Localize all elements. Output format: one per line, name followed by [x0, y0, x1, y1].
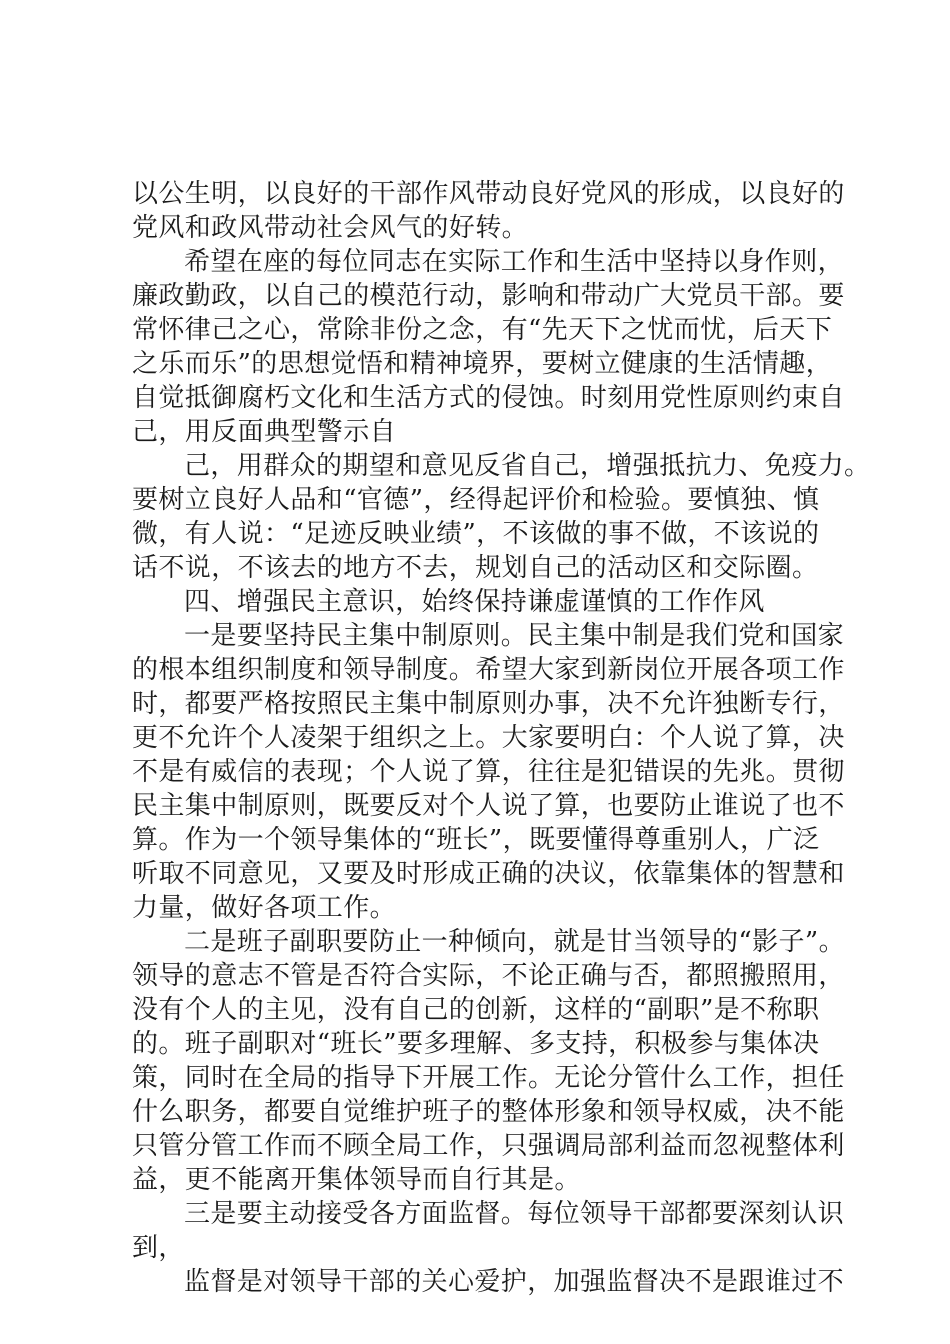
text-line: 什么职务，都要自觉维护班子的整体形象和领导权威，决不能	[132, 1097, 845, 1127]
text-line: 要树立良好人品和“官德”，经得起评价和检验。要慎独、慎	[132, 485, 820, 515]
text-line: 到，	[132, 1233, 185, 1263]
text-line: 廉政勤政，以自己的模范行动，影响和带动广大党员干部。要	[132, 281, 845, 311]
text-line: 领导的意志不管是否符合实际，不论正确与否，都照搬照用，	[132, 961, 845, 991]
text-line: 没有个人的主见，没有自己的创新，这样的“副职”是不称职	[132, 995, 820, 1025]
text-line: 党风和政风带动社会风气的好转。	[132, 213, 529, 243]
text-line: 力量，做好各项工作。	[132, 893, 397, 923]
text-line: 听取不同意见，又要及时形成正确的决议，依靠集体的智慧和	[132, 859, 845, 889]
text-line: 话不说，不该去的地方不去，规划自己的活动区和交际圈。	[132, 553, 819, 583]
text-line: 微，有人说：“足迹反映业绩”，不该做的事不做，不该说的	[132, 519, 820, 549]
text-line: 的。班子副职对“班长”要多理解、多支持，积极参与集体决	[132, 1029, 820, 1059]
text-line: 只管分管工作而不顾全局工作，只强调局部利益而忽视整体利	[132, 1131, 845, 1161]
text-line: 希望在座的每位同志在实际工作和生活中坚持以身作则，	[184, 247, 845, 277]
text-line: 一是要坚持民主集中制原则。民主集中制是我们党和国家	[184, 621, 845, 651]
text-line: 监督是对领导干部的关心爱护，加强监督决不是跟谁过不	[184, 1267, 845, 1297]
text-line: 时，都要严格按照民主集中制原则办事，决不允许独断专行，	[132, 689, 845, 719]
text-line: 之乐而乐”的思想觉悟和精神境界，要树立健康的生活情趣，	[132, 349, 833, 379]
text-line: 民主集中制原则，既要反对个人说了算，也要防止谁说了也不	[132, 791, 845, 821]
text-line: 的根本组织制度和领导制度。希望大家到新岗位开展各项工作	[132, 655, 845, 685]
text-line: 不是有威信的表现；个人说了算，往往是犯错误的先兆。贯彻	[132, 757, 845, 787]
text-line: 己，用反面典型警示自	[132, 417, 397, 447]
text-line: 二是班子副职要防止一种倾向，就是甘当领导的“影子”。	[184, 927, 845, 957]
text-line: 算。作为一个领导集体的“班长”，既要懂得尊重别人，广泛	[132, 825, 820, 855]
text-line: 更不允许个人凌架于组织之上。大家要明白：个人说了算，决	[132, 723, 845, 753]
text-line: 益，更不能离开集体领导而自行其是。	[132, 1165, 581, 1195]
text-line: 三是要主动接受各方面监督。每位领导干部都要深刻认识	[184, 1199, 845, 1229]
text-line: 自觉抵御腐朽文化和生活方式的侵蚀。时刻用党性原则约束自	[132, 383, 845, 413]
text-line: 以公生明，以良好的干部作风带动良好党风的形成，以良好的	[132, 179, 845, 209]
text-line: 己，用群众的期望和意见反省自己，增强抵抗力、免疫力。	[184, 451, 871, 481]
text-line: 策，同时在全局的指导下开展工作。无论分管什么工作，担任	[132, 1063, 845, 1093]
section-heading: 四、增强民主意识，始终保持谦虚谨慎的工作作风	[184, 587, 765, 617]
text-line: 常怀律己之心，常除非份之念，有“先天下之忧而忧，后天下	[132, 315, 833, 345]
